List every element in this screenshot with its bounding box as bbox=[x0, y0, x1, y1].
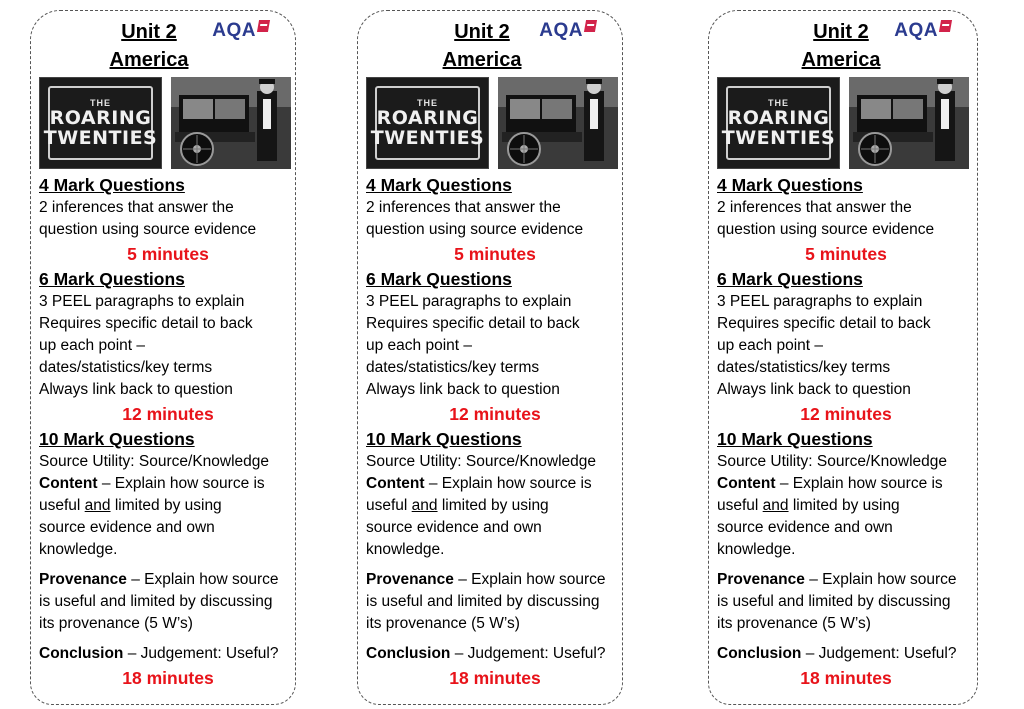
poster-twenties: TWENTIES bbox=[43, 127, 158, 149]
six-mark-line-1: 3 PEEL paragraphs to explain bbox=[39, 293, 245, 310]
content-line-3: source evidence and own bbox=[366, 519, 542, 536]
provenance-line-3: its provenance (5 W’s) bbox=[717, 615, 871, 632]
poster-frame bbox=[370, 86, 485, 160]
provenance-label: Provenance bbox=[717, 571, 805, 588]
four-mark-heading: 4 Mark Questions bbox=[717, 175, 863, 195]
six-mark-line-3: up each point – bbox=[717, 337, 824, 354]
content-text-1: – Explain how source is bbox=[97, 475, 265, 492]
poster-roaring: ROARING bbox=[727, 107, 830, 129]
six-mark-line-2: Requires specific detail to back bbox=[366, 315, 580, 332]
ten-mark-line-1: Source Utility: Source/Knowledge bbox=[39, 453, 270, 470]
six-mark-line-2: Requires specific detail to back bbox=[717, 315, 931, 332]
poster-twenties: TWENTIES bbox=[370, 127, 485, 149]
conclusion-label: Conclusion bbox=[717, 645, 802, 662]
ten-mark-time: 18 minutes bbox=[122, 668, 214, 688]
poster-the: THE bbox=[417, 98, 438, 108]
roaring-twenties-poster bbox=[366, 77, 489, 169]
four-mark-time: 5 minutes bbox=[454, 244, 536, 264]
content-line-4: knowledge. bbox=[366, 541, 445, 558]
six-mark-line-3: up each point – bbox=[366, 337, 473, 354]
conclusion-text: – Judgement: Useful? bbox=[801, 645, 957, 662]
aqa-logo bbox=[539, 20, 596, 42]
aqa-logo bbox=[212, 20, 269, 42]
content-label: Content bbox=[39, 475, 98, 492]
content-and: and bbox=[84, 497, 111, 514]
content-useful: useful bbox=[717, 497, 763, 514]
four-mark-line-1: 2 inferences that answer the bbox=[366, 199, 561, 216]
vintage-car-photo bbox=[171, 77, 291, 169]
conclusion-text: – Judgement: Useful? bbox=[450, 645, 606, 662]
content-and: and bbox=[411, 497, 438, 514]
four-mark-line-1: 2 inferences that answer the bbox=[717, 199, 912, 216]
six-mark-line-4: dates/statistics/key terms bbox=[717, 359, 891, 376]
title-topic: America bbox=[442, 49, 522, 71]
six-mark-heading: 6 Mark Questions bbox=[717, 269, 863, 289]
conclusion-text: – Judgement: Useful? bbox=[123, 645, 279, 662]
four-mark-heading: 4 Mark Questions bbox=[366, 175, 512, 195]
six-mark-line-2: Requires specific detail to back bbox=[39, 315, 253, 332]
content-label: Content bbox=[717, 475, 776, 492]
car-photo-image bbox=[498, 77, 618, 169]
provenance-line-2: is useful and limited by discussing bbox=[366, 593, 600, 610]
card-content bbox=[717, 173, 975, 691]
conclusion-label: Conclusion bbox=[39, 645, 124, 662]
provenance-line-1 bbox=[717, 569, 975, 591]
card-inner bbox=[709, 11, 977, 704]
six-mark-line-4: dates/statistics/key terms bbox=[39, 359, 213, 376]
content-and: and bbox=[762, 497, 789, 514]
poster-frame bbox=[43, 86, 158, 160]
aqa-logo-text: AQA bbox=[212, 20, 256, 41]
four-mark-line-2: question using source evidence bbox=[366, 221, 584, 238]
conclusion-label: Conclusion bbox=[366, 645, 451, 662]
content-text-1: – Explain how source is bbox=[424, 475, 592, 492]
six-mark-line-1: 3 PEEL paragraphs to explain bbox=[366, 293, 572, 310]
four-mark-heading: 4 Mark Questions bbox=[39, 175, 185, 195]
car-photo-image bbox=[171, 77, 291, 169]
aqa-logo-text: AQA bbox=[894, 20, 938, 41]
content-line-2 bbox=[366, 495, 624, 517]
poster-frame bbox=[721, 86, 836, 160]
six-mark-time: 12 minutes bbox=[449, 404, 541, 424]
provenance-text-1: – Explain how source bbox=[126, 571, 279, 588]
content-line-4: knowledge. bbox=[717, 541, 796, 558]
roaring-twenties-poster bbox=[717, 77, 840, 169]
six-mark-heading: 6 Mark Questions bbox=[366, 269, 512, 289]
card-images bbox=[717, 77, 969, 169]
car-photo-image bbox=[849, 77, 969, 169]
conclusion-line bbox=[39, 643, 297, 665]
ten-mark-heading: 10 Mark Questions bbox=[717, 429, 873, 449]
provenance-line-2: is useful and limited by discussing bbox=[39, 593, 273, 610]
six-mark-time: 12 minutes bbox=[122, 404, 214, 424]
poster-twenties: TWENTIES bbox=[721, 127, 836, 149]
six-mark-line-5: Always link back to question bbox=[717, 381, 911, 398]
four-mark-line-1: 2 inferences that answer the bbox=[39, 199, 234, 216]
six-mark-line-4: dates/statistics/key terms bbox=[366, 359, 540, 376]
content-line-1 bbox=[717, 473, 975, 495]
six-mark-line-1: 3 PEEL paragraphs to explain bbox=[717, 293, 923, 310]
title-topic: America bbox=[109, 49, 189, 71]
provenance-label: Provenance bbox=[366, 571, 454, 588]
roaring-twenties-poster bbox=[39, 77, 162, 169]
content-line-2 bbox=[39, 495, 297, 517]
six-mark-line-3: up each point – bbox=[39, 337, 146, 354]
provenance-line-1 bbox=[366, 569, 624, 591]
vintage-car-photo bbox=[498, 77, 618, 169]
poster-roaring: ROARING bbox=[376, 107, 479, 129]
six-mark-heading: 6 Mark Questions bbox=[39, 269, 185, 289]
revision-card-3 bbox=[708, 10, 978, 705]
vintage-car-photo bbox=[849, 77, 969, 169]
content-useful: useful bbox=[39, 497, 85, 514]
aqa-mark-icon bbox=[584, 20, 597, 32]
provenance-line-1 bbox=[39, 569, 297, 591]
six-mark-line-5: Always link back to question bbox=[39, 381, 233, 398]
six-mark-line-5: Always link back to question bbox=[366, 381, 560, 398]
card-inner bbox=[358, 11, 622, 704]
provenance-label: Provenance bbox=[39, 571, 127, 588]
content-line-1 bbox=[39, 473, 297, 495]
revision-card-1 bbox=[30, 10, 296, 705]
poster-roaring: ROARING bbox=[49, 107, 152, 129]
title-unit: Unit 2 bbox=[813, 21, 869, 43]
four-mark-line-2: question using source evidence bbox=[717, 221, 935, 238]
four-mark-line-2: question using source evidence bbox=[39, 221, 257, 238]
conclusion-line bbox=[717, 643, 975, 665]
aqa-mark-icon bbox=[939, 20, 952, 32]
provenance-line-2: is useful and limited by discussing bbox=[717, 593, 951, 610]
ten-mark-line-1: Source Utility: Source/Knowledge bbox=[717, 453, 948, 470]
content-line-1 bbox=[366, 473, 624, 495]
content-line-4: knowledge. bbox=[39, 541, 118, 558]
aqa-mark-icon bbox=[257, 20, 270, 32]
content-line-3: source evidence and own bbox=[717, 519, 893, 536]
poster-the: THE bbox=[768, 98, 789, 108]
content-line-3: source evidence and own bbox=[39, 519, 215, 536]
content-text-2: limited by using bbox=[788, 497, 900, 514]
poster-the: THE bbox=[90, 98, 111, 108]
card-content bbox=[366, 173, 624, 691]
content-text-1: – Explain how source is bbox=[775, 475, 943, 492]
ten-mark-time: 18 minutes bbox=[800, 668, 892, 688]
title-unit: Unit 2 bbox=[121, 21, 177, 43]
provenance-text-1: – Explain how source bbox=[804, 571, 957, 588]
aqa-logo-text: AQA bbox=[539, 20, 583, 41]
revision-card-2 bbox=[357, 10, 623, 705]
ten-mark-heading: 10 Mark Questions bbox=[366, 429, 522, 449]
four-mark-time: 5 minutes bbox=[127, 244, 209, 264]
ten-mark-time: 18 minutes bbox=[449, 668, 541, 688]
provenance-line-3: its provenance (5 W’s) bbox=[366, 615, 520, 632]
ten-mark-line-1: Source Utility: Source/Knowledge bbox=[366, 453, 597, 470]
card-inner bbox=[31, 11, 295, 704]
ten-mark-heading: 10 Mark Questions bbox=[39, 429, 195, 449]
card-images bbox=[39, 77, 291, 169]
content-text-2: limited by using bbox=[110, 497, 222, 514]
six-mark-time: 12 minutes bbox=[800, 404, 892, 424]
aqa-logo bbox=[894, 20, 951, 42]
content-label: Content bbox=[366, 475, 425, 492]
four-mark-time: 5 minutes bbox=[805, 244, 887, 264]
title-topic: America bbox=[801, 49, 881, 71]
provenance-text-1: – Explain how source bbox=[453, 571, 606, 588]
content-line-2 bbox=[717, 495, 975, 517]
content-text-2: limited by using bbox=[437, 497, 549, 514]
content-useful: useful bbox=[366, 497, 412, 514]
title-unit: Unit 2 bbox=[454, 21, 510, 43]
card-content bbox=[39, 173, 297, 691]
conclusion-line bbox=[366, 643, 624, 665]
provenance-line-3: its provenance (5 W’s) bbox=[39, 615, 193, 632]
card-images bbox=[366, 77, 618, 169]
